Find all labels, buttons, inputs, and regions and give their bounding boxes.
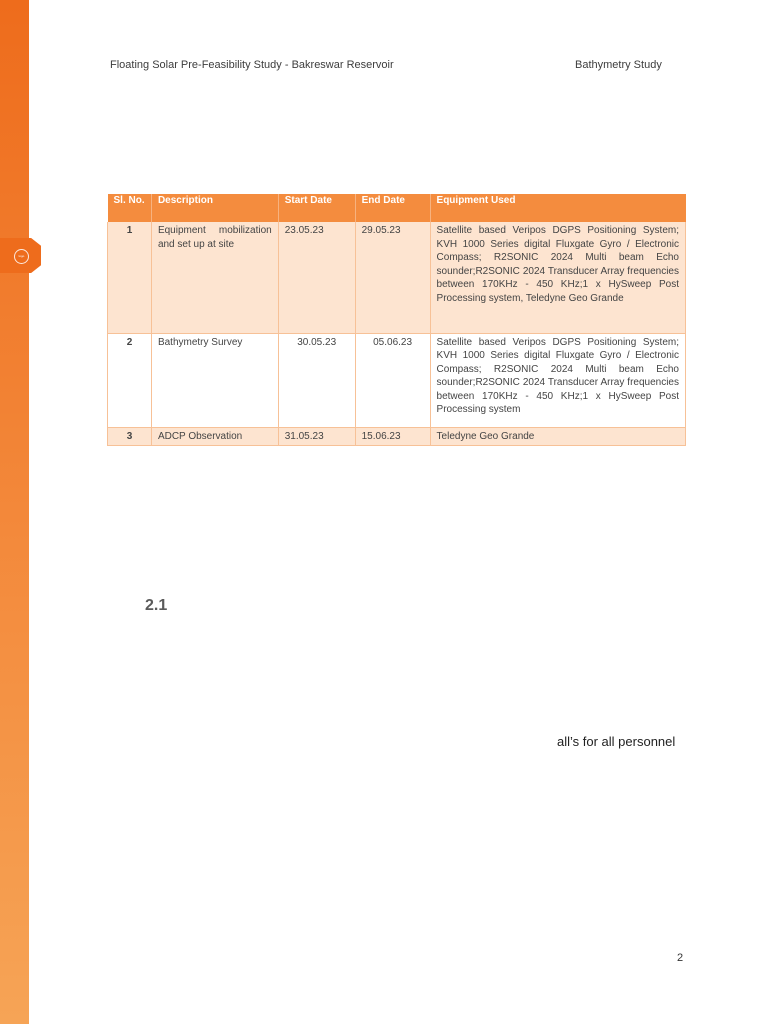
- row-start-date: 31.05.23: [278, 427, 355, 446]
- row-number: 3: [108, 427, 152, 446]
- row-end-date: 15.06.23: [355, 427, 430, 446]
- row-equipment: Satellite based Veripos DGPS Positioning System; KVH 1000 Series digital Fluxgate Gyro / Electronic Compass; R2SONIC 2024 Multi beam Echo sounder;R2SONIC 2024 Transducer Array frequencies between 170KHz - 450 KHz;1 x HySweep Post Processing system, Teledyne Geo Grande: [430, 222, 685, 333]
- body-text-fragment: all’s for all personnel: [557, 734, 676, 749]
- table-row: [108, 427, 686, 446]
- row-start-date: 30.05.23: [278, 333, 355, 427]
- row-number: 1: [108, 222, 152, 333]
- table-row: [108, 333, 686, 427]
- section-heading: 2.1: [145, 597, 168, 614]
- row-end-date: 05.06.23: [355, 333, 430, 427]
- table-row: [108, 222, 686, 333]
- header-section-title: Bathymetry Study: [575, 59, 662, 71]
- row-equipment: Teledyne Geo Grande: [430, 427, 685, 446]
- column-header-equipment-used: Equipment Used: [430, 194, 685, 222]
- row-description: Bathymetry Survey: [151, 333, 278, 427]
- table-header-row: [108, 194, 686, 222]
- company-logo-icon: logo: [14, 249, 29, 264]
- row-end-date: 29.05.23: [355, 222, 430, 333]
- row-description: Equipment mobilization and set up at site: [151, 222, 278, 333]
- column-header-end-date: End Date: [355, 194, 430, 222]
- row-number: 2: [108, 333, 152, 427]
- column-header-start-date: Start Date: [278, 194, 355, 222]
- activity-schedule-table: [107, 194, 686, 446]
- sidebar-accent-bar: [0, 0, 29, 1024]
- header-document-title: Floating Solar Pre-Feasibility Study - Bakreswar Reservoir: [110, 59, 394, 71]
- row-equipment: Satellite based Veripos DGPS Positioning System; KVH 1000 Series digital Fluxgate Gyro / Electronic Compass; R2SONIC 2024 Multi beam Echo sounder;R2SONIC 2024 Transducer Array frequencies between 170KHz - 450 KHz;1 x HySweep Post Processing system: [430, 333, 685, 427]
- page-number: 2: [677, 952, 684, 964]
- column-header-sl-no: Sl. No.: [108, 194, 152, 222]
- column-header-description: Description: [151, 194, 278, 222]
- row-description: ADCP Observation: [151, 427, 278, 446]
- row-start-date: 23.05.23: [278, 222, 355, 333]
